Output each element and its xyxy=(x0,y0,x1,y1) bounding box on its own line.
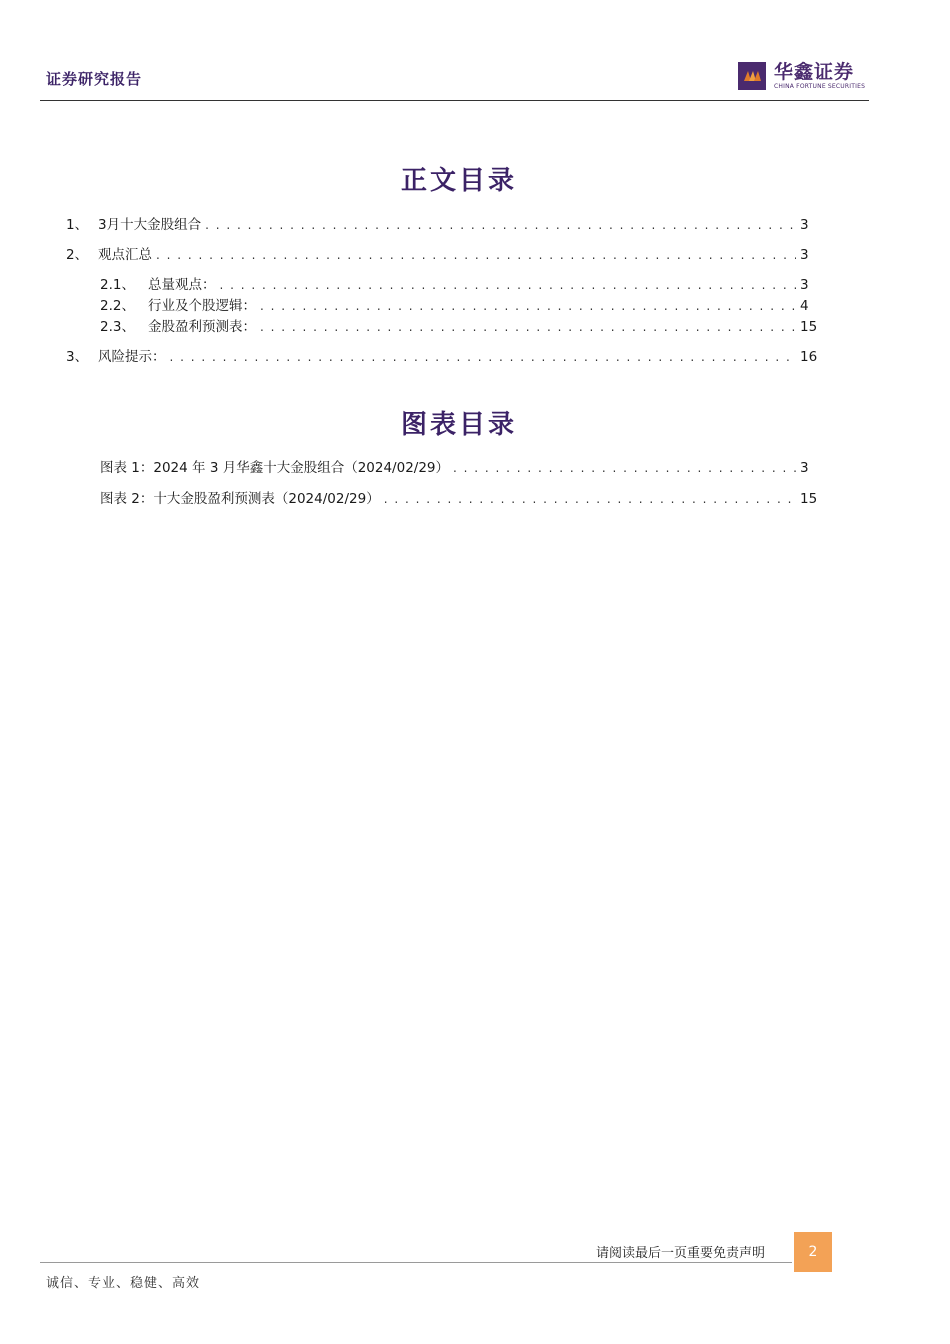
toc-leader-dots xyxy=(453,461,796,475)
toc-entry-page: 3 xyxy=(800,217,809,233)
toc-entry-number: 2、 xyxy=(66,247,89,263)
toc-leader-dots xyxy=(220,278,797,292)
toc-entry[interactable] xyxy=(100,273,824,293)
disclaimer-notice: 请阅读最后一页重要免责声明 xyxy=(596,1246,766,1261)
toc-entry[interactable] xyxy=(66,213,824,233)
toc-leader-dots xyxy=(170,350,797,364)
toc-entry-text: 观点汇总 xyxy=(98,247,152,263)
toc-leader-dots xyxy=(260,320,796,334)
toc-entry-number: 1、 xyxy=(66,217,89,233)
toc-entry[interactable] xyxy=(100,315,824,335)
toc-entry-number: 2.1、 xyxy=(100,277,135,293)
toc-entry-page: 15 xyxy=(800,319,818,335)
toc-leader-dots xyxy=(205,218,796,232)
page-number-badge: 2 xyxy=(794,1232,832,1272)
toc-leader-dots xyxy=(156,248,796,262)
toc-entry-text: 总量观点： xyxy=(148,277,216,293)
toc-entry-text: 金股盈利预测表： xyxy=(148,319,256,335)
toc-entry-page: 16 xyxy=(800,349,818,365)
figure-entry-text: 图表 2：十大金股盈利预测表（2024/02/29） xyxy=(100,491,380,507)
toc-entry-page: 3 xyxy=(800,247,809,263)
toc-entry-page: 4 xyxy=(800,298,809,314)
logo-name-en: CHINA FORTUNE SECURITIES xyxy=(774,82,866,90)
toc-entry-page: 3 xyxy=(800,277,809,293)
logo-name-cn: 华鑫证券 xyxy=(774,60,855,83)
toc-entry[interactable] xyxy=(66,243,824,263)
figure-entry-page: 15 xyxy=(800,491,818,507)
toc-leader-dots xyxy=(384,492,796,506)
toc-leader-dots xyxy=(260,299,796,313)
logo-icon xyxy=(738,62,766,90)
figures-title: 图表目录 xyxy=(400,410,517,440)
figure-entry[interactable] xyxy=(100,456,824,476)
report-type-label: 证券研究报告 xyxy=(46,70,143,88)
figure-entry[interactable] xyxy=(100,487,824,507)
toc-entry-text: 3月十大金股组合 xyxy=(98,217,202,233)
toc-entry[interactable] xyxy=(66,345,824,365)
company-motto: 诚信、专业、稳健、高效 xyxy=(46,1276,201,1291)
toc-entry-number: 3、 xyxy=(66,349,89,365)
toc-entry-number: 2.3、 xyxy=(100,319,135,335)
toc-entry-number: 2.2、 xyxy=(100,298,135,314)
company-logo xyxy=(738,60,865,92)
header-divider xyxy=(40,100,869,101)
figure-entry-page: 3 xyxy=(800,460,809,476)
toc-title: 正文目录 xyxy=(400,166,517,196)
toc-entry-text: 风险提示： xyxy=(98,349,166,365)
toc-entry-text: 行业及个股逻辑： xyxy=(148,298,256,314)
footer-divider xyxy=(40,1262,792,1263)
toc-entry[interactable] xyxy=(100,294,824,314)
figure-entry-text: 图表 1：2024 年 3 月华鑫十大金股组合（2024/02/29） xyxy=(100,460,450,476)
